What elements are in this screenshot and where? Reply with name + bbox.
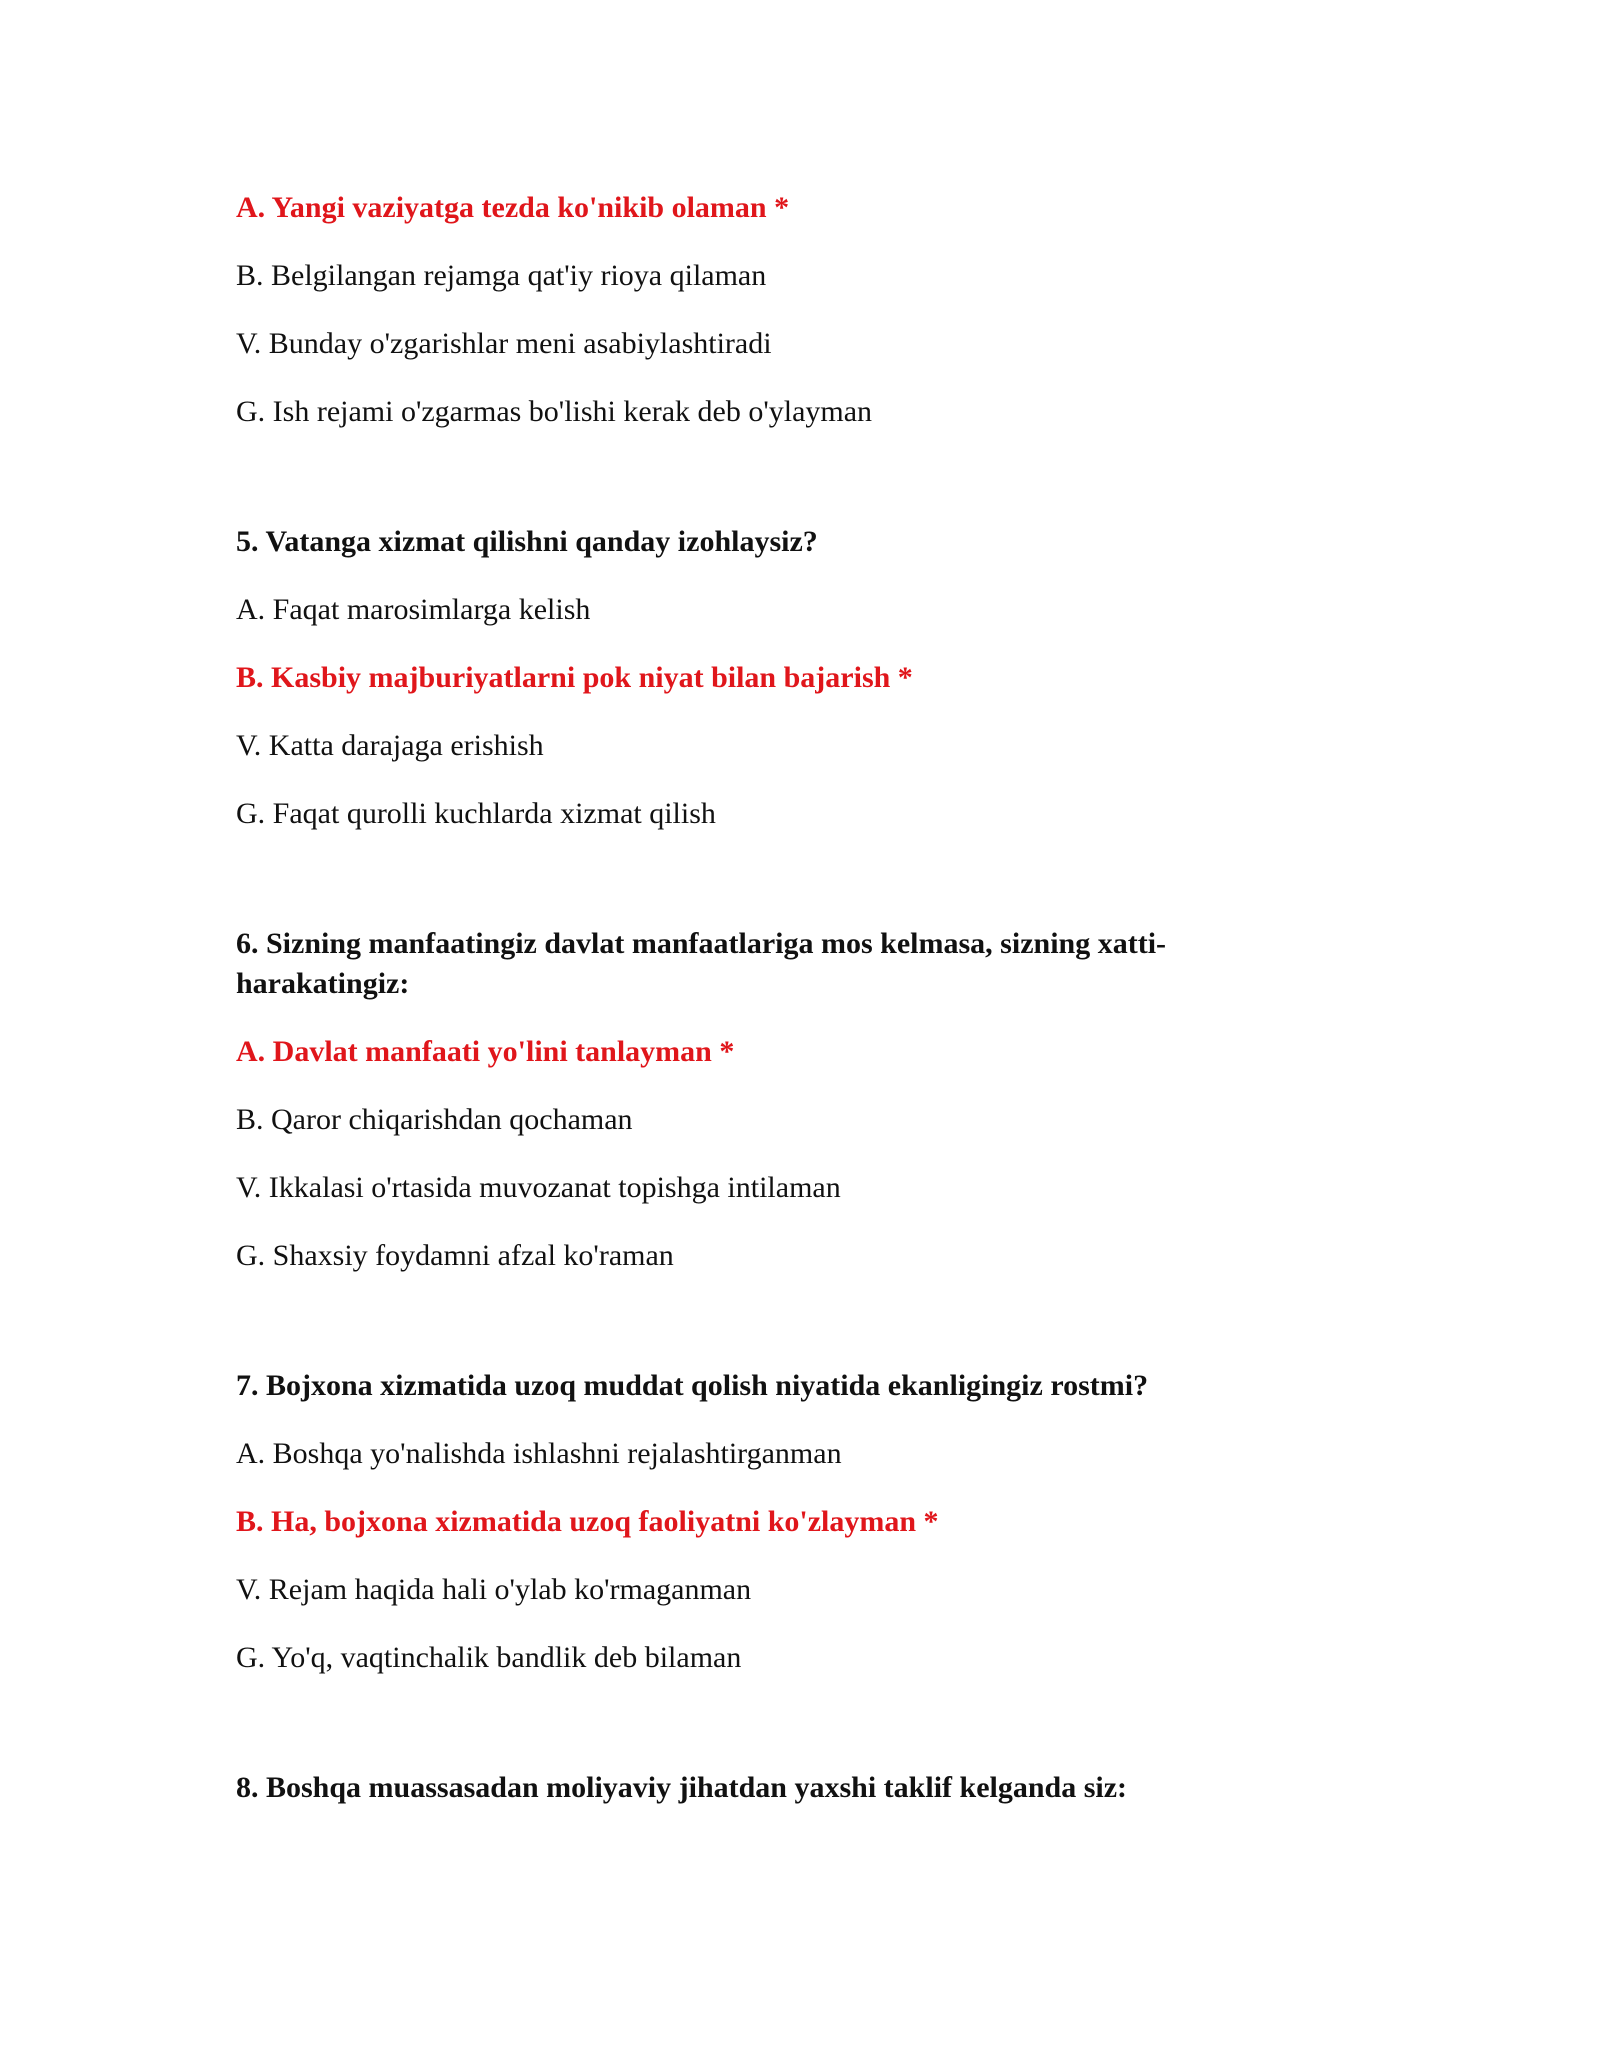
question-block xyxy=(236,1768,1246,1808)
answer-option: A. Faqat marosimlarga kelish xyxy=(236,593,591,626)
block-spacer xyxy=(236,862,1246,924)
question-block xyxy=(236,924,1246,1276)
block-spacer xyxy=(236,1304,1246,1366)
document-page xyxy=(236,188,1246,1836)
answer-option: V. Ikkalasi o'rtasida muvozanat topishga intilaman xyxy=(236,1171,841,1204)
answer-option-correct: A. Yangi vaziyatga tezda ko'nikib olaman * xyxy=(236,191,790,224)
question-text: 6. Sizning manfaatingiz davlat manfaatlariga mos kelmasa, sizning xatti-harakatingiz: xyxy=(236,927,1167,1000)
answer-option: G. Faqat qurolli kuchlarda xizmat qilish xyxy=(236,797,716,830)
answer-option-correct: A. Davlat manfaati yo'lini tanlayman * xyxy=(236,1035,735,1068)
block-spacer xyxy=(236,1706,1246,1768)
answer-option: G. Shaxsiy foydamni afzal ko'raman xyxy=(236,1239,674,1272)
question-text: 7. Bojxona xizmatida uzoq muddat qolish niyatida ekanligingiz rostmi? xyxy=(236,1369,1149,1402)
question-text: 8. Boshqa muassasadan moliyaviy jihatdan yaxshi taklif kelganda siz: xyxy=(236,1771,1128,1804)
question-text: 5. Vatanga xizmat qilishni qanday izohlaysiz? xyxy=(236,525,818,558)
answer-option: A. Boshqa yo'nalishda ishlashni rejalashtirganman xyxy=(236,1437,842,1470)
answer-option: V. Rejam haqida hali o'ylab ko'rmaganman xyxy=(236,1573,752,1606)
question-block xyxy=(236,1366,1246,1678)
answer-option: B. Qaror chiqarishdan qochaman xyxy=(236,1103,633,1136)
block-spacer xyxy=(236,460,1246,522)
answer-option: B. Belgilangan rejamga qat'iy rioya qilaman xyxy=(236,259,767,292)
question-block xyxy=(236,188,1246,432)
answer-option: V. Bunday o'zgarishlar meni asabiylashtiradi xyxy=(236,327,772,360)
answer-option: G. Ish rejami o'zgarmas bo'lishi kerak deb o'ylayman xyxy=(236,395,873,428)
question-block xyxy=(236,522,1246,834)
answer-option: G. Yo'q, vaqtinchalik bandlik deb bilaman xyxy=(236,1641,742,1674)
answer-option-correct: B. Ha, bojxona xizmatida uzoq faoliyatni ko'zlayman * xyxy=(236,1505,939,1538)
answer-option-correct: B. Kasbiy majburiyatlarni pok niyat bilan bajarish * xyxy=(236,661,913,694)
answer-option: V. Katta darajaga erishish xyxy=(236,729,544,762)
